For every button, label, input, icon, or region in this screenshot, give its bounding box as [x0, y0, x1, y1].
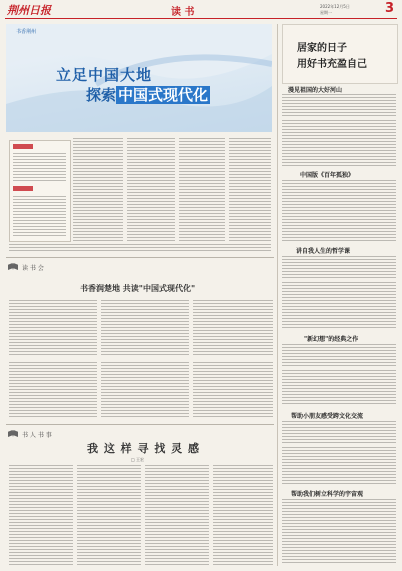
bottom-section-label: 书 人 书 事 — [22, 432, 52, 439]
middle-section-title: 书香润楚地 共读"中国式现代化" — [80, 283, 196, 293]
page-number: 3 — [385, 1, 395, 16]
issue-weekday: 星期一 — [320, 10, 332, 15]
lead-title-highlight: 中国式现代化 — [118, 86, 209, 104]
masthead — [0, 0, 402, 20]
article-title-4: "新幻想"的经典之作 — [304, 336, 359, 343]
section-divider — [6, 257, 274, 258]
masthead-rule — [5, 18, 397, 19]
section-name: 读 书 — [171, 7, 195, 18]
lead-banner — [6, 24, 272, 132]
newspaper-logo: 荆州日报 — [7, 4, 51, 17]
lead-title-line1: 立足中国大地 — [56, 66, 153, 84]
article-title-2: 中国版《百年孤独》 — [300, 172, 355, 179]
book-icon-2 — [8, 430, 18, 437]
lead-sidebar-box — [9, 140, 71, 242]
article-title-3: 讲自我人生的哲学课 — [296, 248, 351, 255]
column-label: 书香荆州 — [16, 29, 37, 35]
article-title-1: 漫见祖国的大好河山 — [288, 87, 343, 94]
lead-title-line2 — [86, 84, 210, 105]
right-header-title-1: 居家的日子 — [297, 43, 347, 54]
column-separator — [277, 24, 278, 566]
article-title-6: 帮助我们树立科学的宇宙观 — [291, 491, 364, 498]
bottom-section-title: 我 这 样 寻 找 灵 感 — [87, 442, 200, 455]
bottom-section-byline: □ 王宏 — [131, 457, 145, 462]
issue-date: 2022年12月5日 — [320, 4, 350, 9]
middle-section-label: 读 书 会 — [22, 265, 44, 272]
section-divider-2 — [6, 424, 274, 425]
article-title-5: 帮助小朋友感受跨文化交流 — [291, 413, 364, 420]
book-icon — [8, 263, 18, 270]
right-header-box — [282, 24, 398, 84]
right-header-title-2: 用好书充盈自己 — [297, 59, 367, 70]
lead-title-prefix: 探索 — [86, 86, 117, 104]
